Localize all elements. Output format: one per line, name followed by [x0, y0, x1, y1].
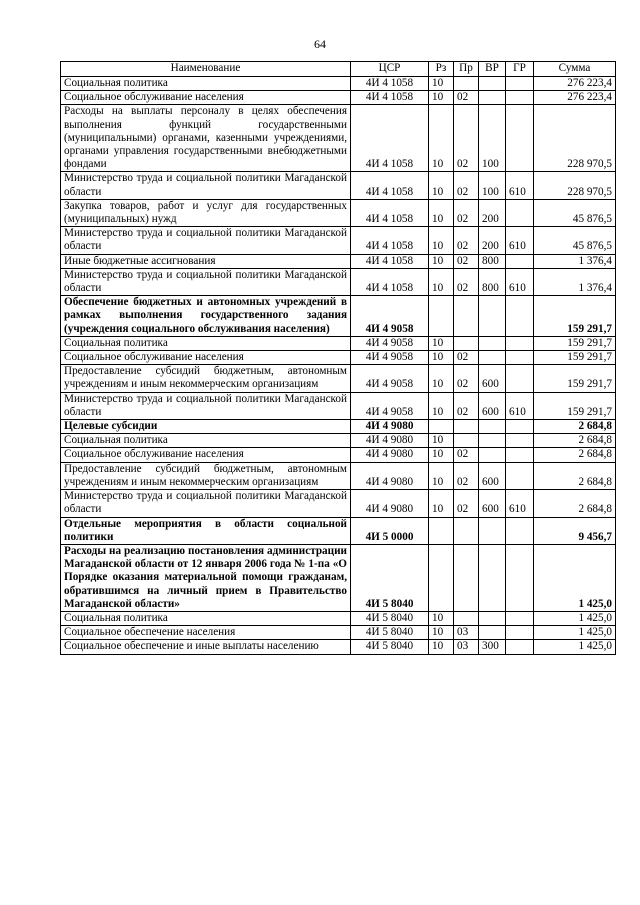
row-vr: 600	[479, 392, 506, 419]
row-name: Социальная политика	[61, 434, 351, 448]
row-pr	[454, 420, 479, 434]
row-vr	[479, 517, 506, 544]
row-pr	[454, 434, 479, 448]
row-name: Предоставление субсидий бюджетным, автономным учреждениям и иным некоммерческим организациям	[61, 365, 351, 392]
row-pr	[454, 544, 479, 611]
row-vr: 600	[479, 462, 506, 489]
row-csr: 4И 4 9080	[351, 462, 429, 489]
row-name: Целевые субсидии	[61, 420, 351, 434]
row-sum: 2 684,8	[534, 434, 616, 448]
page-number: 64	[314, 37, 326, 51]
row-gr	[506, 626, 534, 640]
row-vr: 100	[479, 105, 506, 172]
row-vr: 800	[479, 254, 506, 268]
table-row	[61, 490, 616, 517]
row-csr: 4И 4 9080	[351, 434, 429, 448]
row-csr: 4И 5 0000	[351, 517, 429, 544]
row-vr: 200	[479, 227, 506, 254]
row-pr: 02	[454, 462, 479, 489]
row-gr	[506, 296, 534, 337]
row-name: Социальная политика	[61, 611, 351, 625]
row-gr	[506, 611, 534, 625]
row-name: Социальное обслуживание населения	[61, 448, 351, 462]
table-row	[61, 227, 616, 254]
row-sum: 1 425,0	[534, 611, 616, 625]
row-pr: 02	[454, 351, 479, 365]
row-pr: 02	[454, 448, 479, 462]
row-name: Социальная политика	[61, 77, 351, 91]
row-sum: 1 425,0	[534, 544, 616, 611]
row-gr	[506, 105, 534, 172]
row-name: Расходы на реализацию постановления администрации Магаданской области от 12 января 2006 года № 1-па «О Порядке оказания материальной помощи гражданам, обратившимся на личный прием в Правительство Магаданской области»	[61, 544, 351, 611]
header-sum: Сумма	[534, 62, 616, 77]
row-rz: 10	[429, 448, 454, 462]
row-gr	[506, 544, 534, 611]
row-sum: 2 684,8	[534, 420, 616, 434]
table-row	[61, 420, 616, 434]
row-vr: 300	[479, 640, 506, 654]
row-sum: 9 456,7	[534, 517, 616, 544]
row-rz: 10	[429, 91, 454, 105]
row-rz: 10	[429, 336, 454, 350]
row-rz: 10	[429, 105, 454, 172]
row-gr: 610	[506, 268, 534, 295]
row-csr: 4И 4 9080	[351, 448, 429, 462]
table-row	[61, 640, 616, 654]
table-row	[61, 434, 616, 448]
row-rz: 10	[429, 640, 454, 654]
row-csr: 4И 4 1058	[351, 91, 429, 105]
row-name: Министерство труда и социальной политики Магаданской области	[61, 490, 351, 517]
table-row	[61, 462, 616, 489]
row-vr	[479, 77, 506, 91]
row-csr: 4И 5 8040	[351, 626, 429, 640]
row-rz: 10	[429, 227, 454, 254]
row-csr: 4И 5 8040	[351, 544, 429, 611]
table-row	[61, 351, 616, 365]
row-csr: 4И 4 1058	[351, 105, 429, 172]
header-name: Наименование	[61, 62, 351, 77]
row-pr: 03	[454, 640, 479, 654]
row-csr: 4И 5 8040	[351, 611, 429, 625]
table-row	[61, 254, 616, 268]
row-vr: 600	[479, 365, 506, 392]
table-body	[61, 77, 616, 655]
row-name: Министерство труда и социальной политики Магаданской области	[61, 227, 351, 254]
row-name: Социальное обеспечение и иные выплаты населению	[61, 640, 351, 654]
table-row	[61, 91, 616, 105]
row-name: Обеспечение бюджетных и автономных учреждений в рамках выполнения государственного задания (учреждения социального обслуживания населения)	[61, 296, 351, 337]
row-sum: 1 425,0	[534, 640, 616, 654]
row-vr: 800	[479, 268, 506, 295]
row-gr	[506, 517, 534, 544]
table-row	[61, 392, 616, 419]
row-sum: 228 970,5	[534, 105, 616, 172]
row-csr: 4И 4 1058	[351, 254, 429, 268]
row-pr	[454, 77, 479, 91]
row-name: Социальное обеспечение населения	[61, 626, 351, 640]
header-gr: ГР	[506, 62, 534, 77]
row-csr: 4И 4 9058	[351, 365, 429, 392]
table-row	[61, 544, 616, 611]
row-pr: 02	[454, 91, 479, 105]
row-vr	[479, 434, 506, 448]
row-pr: 02	[454, 365, 479, 392]
header-vr: ВР	[479, 62, 506, 77]
row-vr	[479, 296, 506, 337]
row-sum: 1 425,0	[534, 626, 616, 640]
row-csr: 4И 4 9058	[351, 336, 429, 350]
row-gr: 610	[506, 392, 534, 419]
row-gr: 610	[506, 227, 534, 254]
row-csr: 4И 4 1058	[351, 77, 429, 91]
row-gr	[506, 351, 534, 365]
table-row	[61, 268, 616, 295]
row-rz: 10	[429, 490, 454, 517]
row-rz: 10	[429, 365, 454, 392]
table-row	[61, 199, 616, 226]
row-pr: 02	[454, 268, 479, 295]
row-pr: 02	[454, 490, 479, 517]
table-row	[61, 365, 616, 392]
budget-table	[60, 61, 616, 655]
row-pr: 02	[454, 392, 479, 419]
table-row	[61, 105, 616, 172]
row-rz: 10	[429, 351, 454, 365]
row-vr: 200	[479, 199, 506, 226]
row-sum: 1 376,4	[534, 254, 616, 268]
row-pr: 02	[454, 254, 479, 268]
row-sum: 276 223,4	[534, 91, 616, 105]
table-row	[61, 626, 616, 640]
row-vr: 100	[479, 172, 506, 199]
row-gr	[506, 336, 534, 350]
row-sum: 228 970,5	[534, 172, 616, 199]
row-rz	[429, 544, 454, 611]
row-sum: 159 291,7	[534, 365, 616, 392]
row-name: Социальное обслуживание населения	[61, 351, 351, 365]
table-row	[61, 448, 616, 462]
row-name: Министерство труда и социальной политики Магаданской области	[61, 268, 351, 295]
row-csr: 4И 4 9058	[351, 296, 429, 337]
row-pr: 02	[454, 227, 479, 254]
row-rz: 10	[429, 77, 454, 91]
row-rz: 10	[429, 611, 454, 625]
row-vr	[479, 420, 506, 434]
row-gr: 610	[506, 172, 534, 199]
row-sum: 1 376,4	[534, 268, 616, 295]
table-row	[61, 517, 616, 544]
row-gr	[506, 365, 534, 392]
row-rz: 10	[429, 268, 454, 295]
row-gr	[506, 640, 534, 654]
row-gr	[506, 448, 534, 462]
row-gr	[506, 254, 534, 268]
row-vr	[479, 336, 506, 350]
row-sum: 2 684,8	[534, 448, 616, 462]
row-name: Расходы на выплаты персоналу в целях обеспечения выполнения функций государственными (муниципальными) органами, казенными учреждениями, органами управления государственными внебюджетными фондами	[61, 105, 351, 172]
table-row	[61, 611, 616, 625]
row-rz	[429, 296, 454, 337]
row-sum: 276 223,4	[534, 77, 616, 91]
row-name: Предоставление субсидий бюджетным, автономным учреждениям и иным некоммерческим организациям	[61, 462, 351, 489]
row-sum: 159 291,7	[534, 351, 616, 365]
row-sum: 159 291,7	[534, 336, 616, 350]
row-sum: 2 684,8	[534, 490, 616, 517]
row-vr	[479, 91, 506, 105]
row-sum: 159 291,7	[534, 296, 616, 337]
row-csr: 4И 4 1058	[351, 172, 429, 199]
row-name: Отдельные мероприятия в области социальной политики	[61, 517, 351, 544]
table-row	[61, 336, 616, 350]
row-pr: 02	[454, 172, 479, 199]
row-pr: 02	[454, 105, 479, 172]
row-name: Иные бюджетные ассигнования	[61, 254, 351, 268]
row-sum: 45 876,5	[534, 199, 616, 226]
row-sum: 45 876,5	[534, 227, 616, 254]
header-csr: ЦСР	[351, 62, 429, 77]
row-name: Социальное обслуживание населения	[61, 91, 351, 105]
row-pr: 02	[454, 199, 479, 226]
row-pr	[454, 336, 479, 350]
row-name: Министерство труда и социальной политики Магаданской области	[61, 392, 351, 419]
row-rz: 10	[429, 254, 454, 268]
header-rz: Рз	[429, 62, 454, 77]
row-rz: 10	[429, 392, 454, 419]
row-sum: 159 291,7	[534, 392, 616, 419]
row-pr	[454, 296, 479, 337]
row-gr: 610	[506, 490, 534, 517]
row-gr	[506, 462, 534, 489]
row-rz: 10	[429, 626, 454, 640]
header-pr: Пр	[454, 62, 479, 77]
row-csr: 4И 4 1058	[351, 227, 429, 254]
row-vr	[479, 351, 506, 365]
row-sum: 2 684,8	[534, 462, 616, 489]
row-csr: 4И 4 9080	[351, 490, 429, 517]
table-row	[61, 172, 616, 199]
row-csr: 4И 4 9058	[351, 392, 429, 419]
row-pr	[454, 517, 479, 544]
row-name: Министерство труда и социальной политики Магаданской области	[61, 172, 351, 199]
row-rz	[429, 420, 454, 434]
row-csr: 4И 4 1058	[351, 268, 429, 295]
row-vr	[479, 626, 506, 640]
table-row	[61, 77, 616, 91]
row-gr	[506, 199, 534, 226]
table-header-row	[61, 62, 616, 77]
row-vr: 600	[479, 490, 506, 517]
row-gr	[506, 420, 534, 434]
row-name: Социальная политика	[61, 336, 351, 350]
row-rz	[429, 517, 454, 544]
row-vr	[479, 544, 506, 611]
row-gr	[506, 91, 534, 105]
row-csr: 4И 5 8040	[351, 640, 429, 654]
row-pr: 03	[454, 626, 479, 640]
row-csr: 4И 4 1058	[351, 199, 429, 226]
row-name: Закупка товаров, работ и услуг для государственных (муниципальных) нужд	[61, 199, 351, 226]
row-rz: 10	[429, 434, 454, 448]
row-rz: 10	[429, 199, 454, 226]
row-vr	[479, 448, 506, 462]
row-gr	[506, 77, 534, 91]
row-csr: 4И 4 9058	[351, 351, 429, 365]
table-row	[61, 296, 616, 337]
row-rz: 10	[429, 172, 454, 199]
row-pr	[454, 611, 479, 625]
row-vr	[479, 611, 506, 625]
row-gr	[506, 434, 534, 448]
row-csr: 4И 4 9080	[351, 420, 429, 434]
row-rz: 10	[429, 462, 454, 489]
